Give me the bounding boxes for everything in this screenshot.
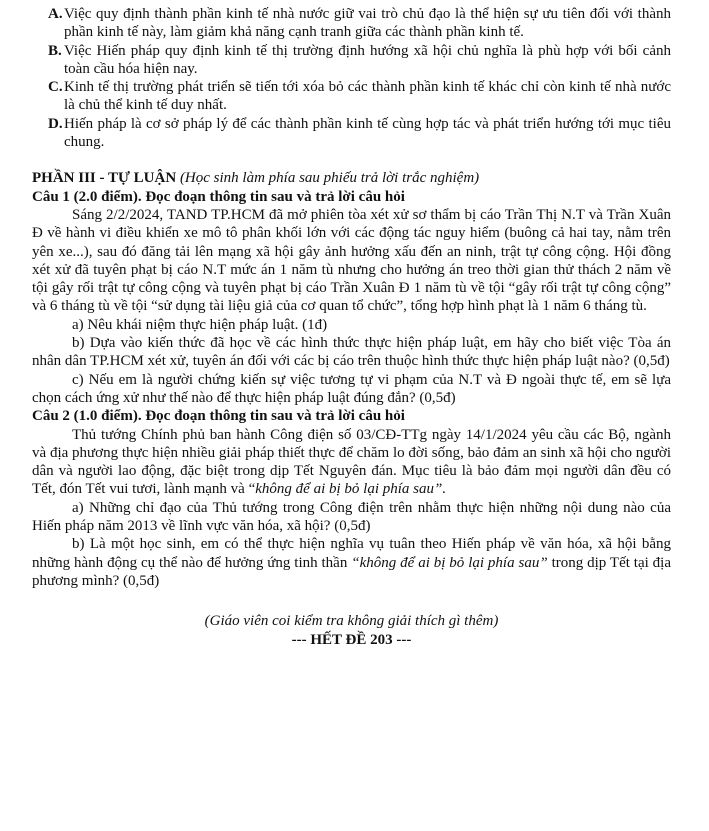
footer [32,612,671,649]
section-title: PHẦN III - TỰ LUẬN [32,170,177,187]
part-b-quote: “không để ai bị bỏ lại phía sau” [351,554,548,571]
answer-options [32,0,671,151]
part-b-text-end: trong dịp Tết tại địa phương mình? (0,5đ) [32,554,671,589]
passage-text: Thủ tướng Chính phủ ban hành Công điện số 03/CĐ-TTg ngày 14/1/2024 yêu cầu các Bộ, ngành và địa phương thực hiện nhiều giải pháp thiết thực để chăm lo đời sống, bảo đảm an sinh xã hội cho người dân và người lao động, đặc biệt trong dịp Tết Nguyên đán. Mục tiêu là bảo đảm mọi người dân đều có Tết, đón Tết vui tươi, lành mạnh và “ [32,426,671,498]
section-heading [32,169,671,187]
option-d [32,115,671,152]
footer-note: (Giáo viên coi kiểm tra không giải thích gì thêm) [204,613,499,630]
question-1-part-c: c) Nếu em là người chứng kiến sự việc tương tự vi phạm của N.T và Đ ngoài thực tế, em sẽ lựa chọn cách ứng xử như thế nào để thực hiện pháp luật đúng đắn? (0,5đ) [32,371,671,406]
question-1-passage: Sáng 2/2/2024, TAND TP.HCM đã mở phiên tòa xét xử sơ thẩm bị cáo Trần Thị N.T và Trần Xuân Đ về hành vi điều khiển xe mô tô phân khối lớn với các động tác nguy hiểm (buông cả hai tay, nằm trên yên xe...), sau đó đăng tải lên mạng xã hội gây ảnh hưởng xấu đến an ninh, trật tự công cộng. Hội đồng xét xử đã tuyên phạt bị cáo N.T mức án 1 năm tù nhưng cho hưởng án treo thời gian thử thách 2 năm về tội gây rối trật tự công cộng và tuyên phạt bị cáo Trần Xuân Đ 1 năm tù về tội “gây rối trật tự công cộng” và 6 tháng tù về tội “sử dụng tài liệu giả của cơ quan tổ chức”, tổng hợp hình phạt là 1 năm 6 tháng tù. [32,206,671,315]
option-letter: D. [48,115,63,132]
question-1-heading: Câu 1 (2.0 điểm). Đọc đoạn thông tin sau và trả lời câu hỏi [32,188,405,205]
option-letter: A. [48,6,63,22]
question-1-part-a: a) Nêu khái niệm thực hiện pháp luật. (1đ) [72,316,328,333]
option-letter: B. [48,42,62,59]
part-b-text: b) Là một học sinh, em có thể thực hiện nghĩa vụ tuân theo Hiến pháp về văn hóa, xã hội bằng những hành động cụ thể nào để hưởng ứng tinh thần [32,536,671,571]
option-text: Việc quy định thành phần kinh tế nhà nước giữ vai trò chủ đạo là thể hiện sự ưu tiên đối với thành phần kinh tế này, làm giảm khả năng cạnh tranh giữa các thành phần kinh tế. [64,6,671,41]
option-a [32,5,671,42]
option-c [32,78,671,115]
question-2-part-b [32,535,671,590]
question-2 [32,407,671,590]
option-text: Việc Hiến pháp quy định kinh tế thị trường định hướng xã hội chủ nghĩa là phù hợp với bối cảnh toàn cầu hóa hiện nay. [64,42,671,77]
question-2-passage [32,426,671,499]
section-note: (Học sinh làm phía sau phiếu trả lời trắc nghiệm) [179,170,480,187]
option-letter: C. [48,79,63,96]
question-2-heading: Câu 2 (1.0 điểm). Đọc đoạn thông tin sau và trả lời câu hỏi [32,408,405,425]
passage-quote: không để ai bị bỏ lại phía sau”. [255,481,447,498]
end-mark: --- HẾT ĐỀ 203 --- [291,631,412,648]
option-text: Kinh tế thị trường phát triển sẽ tiến tới xóa bỏ các thành phần kinh tế khác chỉ còn kinh tế nhà nước là chủ thể kinh tế duy nhất. [64,79,671,114]
question-2-part-a: a) Những chỉ đạo của Thủ tướng trong Công điện trên nhằm thực hiện những nội dung nào của Hiến pháp năm 2013 về lĩnh vực văn hóa, xã hội? (0,5đ) [32,499,671,535]
question-1 [32,188,671,408]
option-b [32,42,671,79]
option-text: Hiến pháp là cơ sở pháp lý để các thành phần kinh tế cùng hợp tác và phát triển hướng tới mục tiêu chung. [64,115,671,151]
question-1-part-b: b) Dựa vào kiến thức đã học về các hình thức thực hiện pháp luật, em hãy cho biết việc Tòa án nhân dân TP.HCM xét xử, tuyên án đối với các bị cáo trên thuộc hình thức thực hiện pháp luật nào? (0,5đ) [32,335,671,370]
